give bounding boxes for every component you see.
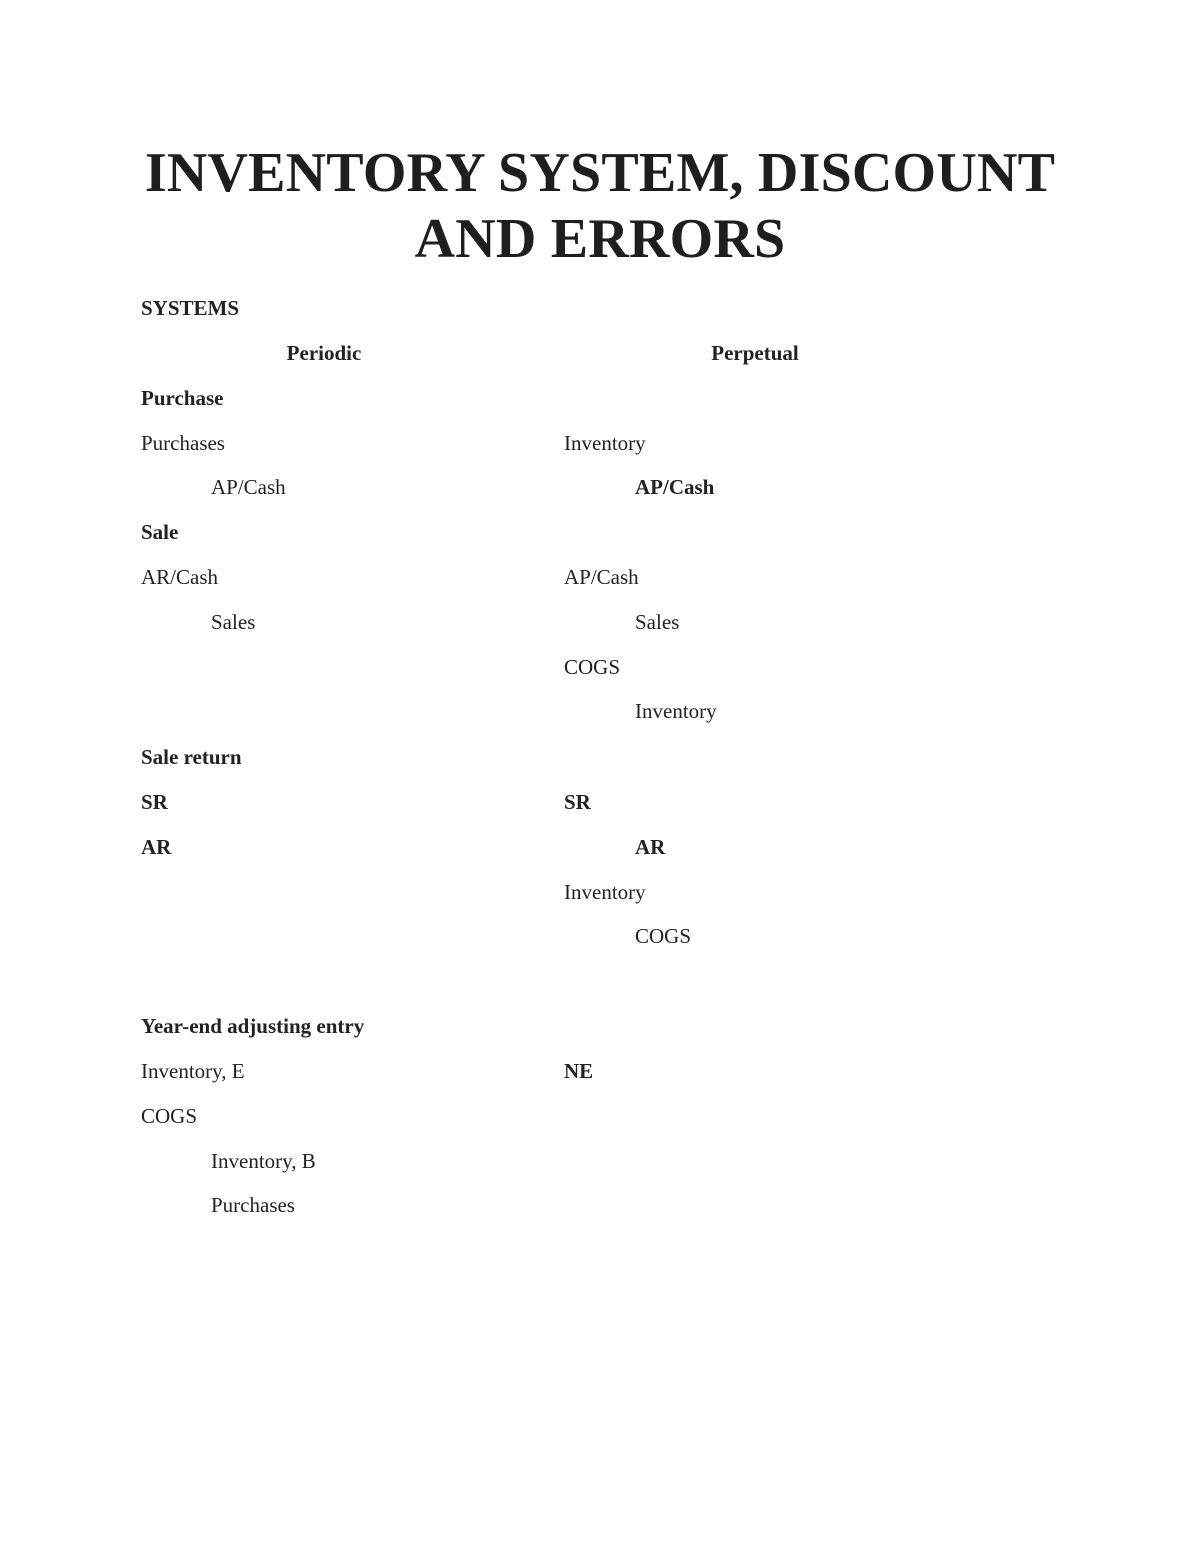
year-end-perpetual-line-1: NE [564,1059,594,1083]
sale-return-perpetual-line-2: AR [635,835,666,859]
sale-return-periodic-line-2: AR [141,835,172,859]
year-end-periodic-line-4: Purchases [211,1193,295,1217]
sale-perpetual-debit-2: COGS [564,655,621,679]
title-line-1: INVENTORY SYSTEM, DISCOUNT [144,142,1056,204]
year-end-heading: Year-end adjusting entry [141,1014,365,1038]
section-label-systems: SYSTEMS [141,296,240,320]
year-end-periodic-line-1: Inventory, E [141,1059,245,1083]
sale-return-heading: Sale return [141,745,242,769]
purchase-periodic-debit: Purchases [141,431,225,455]
sale-return-perpetual-line-1: SR [564,790,591,814]
title-line-2: AND ERRORS [414,208,786,270]
purchase-perpetual-debit: Inventory [564,431,646,455]
sale-periodic-credit: Sales [211,610,256,634]
year-end-periodic-line-3: Inventory, B [211,1149,316,1173]
sale-perpetual-credit-2: Inventory [635,699,717,723]
sale-heading: Sale [141,520,179,544]
sale-perpetual-debit: AP/Cash [564,565,639,589]
sale-perpetual-credit: Sales [635,610,680,634]
column-header-periodic: Periodic [286,341,362,365]
sale-periodic-debit: AR/Cash [141,565,219,589]
sale-return-perpetual-line-3: Inventory [564,880,646,904]
purchase-heading: Purchase [141,386,224,410]
sale-return-periodic-line-1: SR [141,790,168,814]
column-header-perpetual: Perpetual [711,341,799,365]
purchase-periodic-credit: AP/Cash [211,475,286,499]
document-title [100,140,1100,272]
sale-return-perpetual-line-4: COGS [635,924,692,948]
purchase-perpetual-credit: AP/Cash [635,475,715,499]
year-end-periodic-line-2: COGS [141,1104,198,1128]
